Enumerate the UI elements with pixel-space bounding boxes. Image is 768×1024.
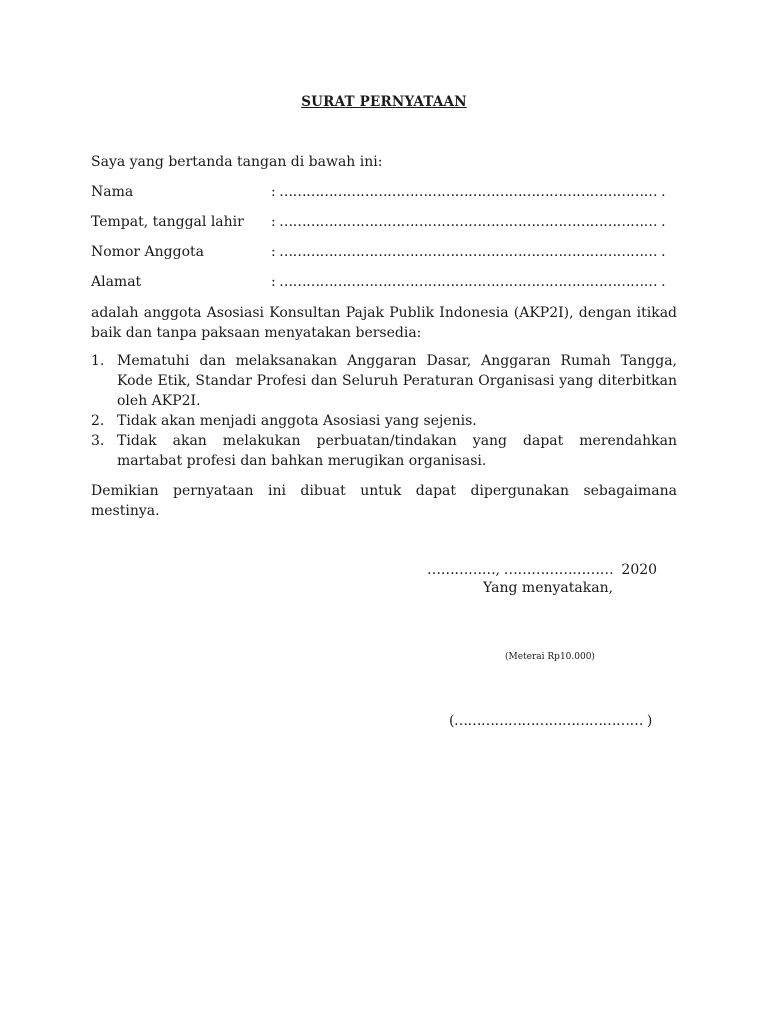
field-row-nomor-anggota	[91, 244, 691, 266]
field-label: Alamat	[91, 274, 142, 290]
list-text: Tidak akan menjadi anggota Asosiasi yang sejenis.	[117, 413, 477, 429]
list-item	[91, 351, 677, 411]
list-number: 3.	[91, 433, 105, 449]
field-row-alamat	[91, 274, 691, 296]
field-label: Nama	[91, 184, 134, 200]
field-row-tempat-tanggal-lahir	[91, 214, 691, 236]
stamp-placeholder: (Meterai Rp10.000)	[505, 652, 595, 662]
list-number: 1.	[91, 353, 105, 369]
list-text: Tidak akan melakukan perbuatan/tindakan yang dapat merendahkan martabat profesi dan bahkan merugikan organisasi.	[117, 433, 677, 469]
field-blank: : ………………………………………………………………………… .	[271, 244, 666, 260]
document-title: SURAT PERNYATAAN	[301, 94, 467, 110]
signature-title: Yang menyatakan,	[483, 580, 614, 596]
list-item	[91, 431, 677, 471]
closing-paragraph: Demikian pernyataan ini dibuat untuk dapat dipergunakan sebagaimana mestinya.	[91, 483, 677, 519]
list-number: 2.	[91, 413, 105, 429]
statement-paragraph: adalah anggota Asosiasi Konsultan Pajak Publik Indonesia (AKP2I), dengan itikad baik dan tanpa paksaan menyatakan bersedia:	[91, 305, 677, 341]
field-row-nama	[91, 184, 691, 206]
date-blank: ……………, ……………………	[427, 562, 614, 578]
field-label: Nomor Anggota	[91, 244, 204, 260]
field-label: Tempat, tanggal lahir	[91, 214, 244, 230]
list-text: Mematuhi dan melaksanakan Anggaran Dasar, Anggaran Rumah Tangga, Kode Etik, Standar Profesi dan Seluruh Peraturan Organisasi yang diterbitkan oleh AKP2I.	[117, 353, 677, 409]
field-blank: : ………………………………………………………………………… .	[271, 274, 666, 290]
intro-text: Saya yang bertanda tangan di bawah ini:	[91, 154, 383, 170]
signature-name-blank: (…………………………………… )	[449, 713, 652, 729]
field-blank: : ………………………………………………………………………… .	[271, 214, 666, 230]
commitment-list	[91, 351, 677, 471]
list-item	[91, 411, 677, 431]
date-line	[427, 562, 657, 578]
date-year: 2020	[621, 562, 658, 578]
field-blank: : ………………………………………………………………………… .	[271, 184, 666, 200]
